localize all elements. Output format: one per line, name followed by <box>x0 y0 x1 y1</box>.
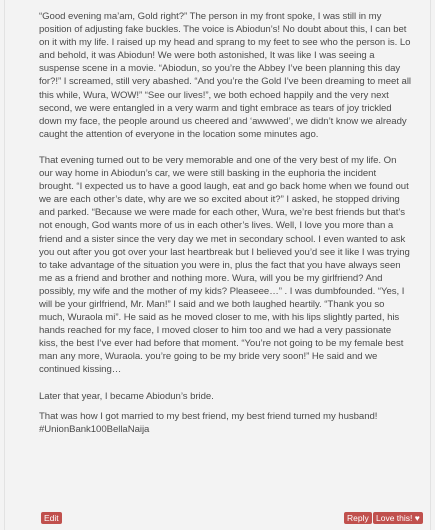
reply-button[interactable]: Reply <box>344 512 372 524</box>
story-paragraph-4: That was how I got married to my best friend, my best friend turned my husband! #UnionBank100BellaNaija <box>39 410 378 435</box>
edit-button[interactable]: Edit <box>41 512 62 524</box>
comment-body <box>39 10 411 449</box>
story-paragraph-1: “Good evening ma’am, Gold right?” The person in my front spoke, I was still in my position of adjusting fake buckles. The voice is Abiodun’s! No doubt about this, I can bet on it with my life. I raised up my head and sprang to my feet to see who the person is. Lo and behold, it was Abiodun! We were both astonished, It was like I was seeing a suspense scene in a movie. “Abiodun, so you’re the Abbey I’ve been planning this day for?!” I screamed, still very abashed. “And you’re the Gold I’ve been dreaming to meet all this while, Wura, WOW!” “See our lives!”, we both echoed happily and the very next second, we were entangled in a very warm and tight embrace as tears of joy trickled down my face, the people around us cheered and ‘awwwed’, we didn’t know we already caught the attention of everyone in the location some minutes ago. <box>39 11 411 140</box>
story-paragraph-2: That evening turned out to be very memorable and one of the very best of my life. On our way home in Abiodun’s car, we were still basking in the euphoria the incident brought. “I expected us to have a good laugh, eat and go back home when we found out we are each other’s date, why are we so excited about it?” I asked, he stopped driving and parked. “Because we were made for each other, Wura, we’re best friends but that’s not enough, God wants more of us in each other’s lives. Well, I love you more than a friend and a sister since the very day we met in secondary school. I even wanted to ask you out after you got over your last heartbreak but I believed you’d see it like I was trying to take advantage of the situation you were in, plus the fact that you have always seen me as a friend and brother and nothing more. Wura, will you be my girlfriend? And possibly, my wife and the mother of my kids? Pleaseee…” . I was dumbfounded. “Yes, I will be your girlfriend, Mr. Man!” I said and we both laughed heartily. “Thank you so much, Wuraola mi”. He said as he moved closer to me, with his lips slightly parted, his hands reached for my face, I moved closer to him too and we had a very passionate kiss, the best I’ve ever had before that moment. “You’re not going to be my female best man any more, Wuraola. you’re going to be my bride very soon!” He said and we continued kissing… <box>39 154 410 376</box>
love-this-button[interactable]: Love this! ♥ <box>373 512 423 524</box>
story-paragraph-3: Later that year, I became Abiodun’s bride. <box>39 390 214 402</box>
comment-actions <box>5 512 430 526</box>
comment-card <box>4 0 431 530</box>
